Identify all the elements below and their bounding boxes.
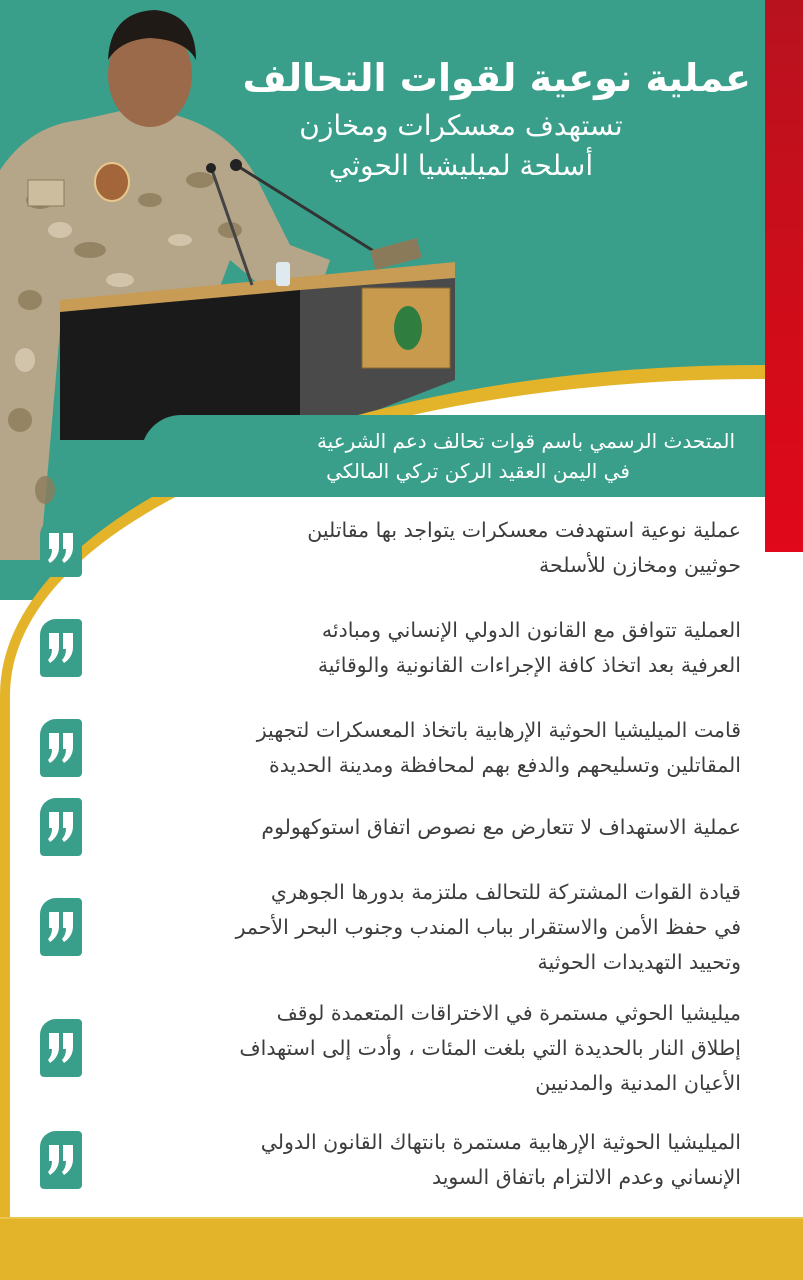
quote-icon	[40, 1131, 82, 1189]
quote-item	[40, 510, 755, 586]
spokesperson-title: المتحدث الرسمي باسم قوات تحالف دعم الشرعية	[316, 429, 735, 453]
quote-icon	[40, 898, 82, 956]
quote-text: قيادة القوات المشتركة للتحالف ملتزمة بدورها الجوهري في حفظ الأمن والاستقرار بباب المندب وجنوب البحر الأحمر وتحييد التهديدات الحوثية	[235, 879, 741, 974]
quote-item	[40, 993, 755, 1103]
quote-text: العملية تتوافق مع القانون الدولي الإنساني ومبادئه العرفية بعد اتخاذ كافة الإجراءات القانونية والوقائية	[317, 618, 741, 677]
quote-item	[40, 610, 755, 686]
spokesperson-name: في اليمن العقيد الركن تركي المالكي	[326, 459, 630, 483]
quote-item	[40, 872, 755, 982]
quote-text: قامت الميليشيا الحوثية الإرهابية باتخاذ المعسكرات لتجهيز المقاتلين وتسليحهم والدفع بهم لمحافظة ومدينة الحديدة	[256, 718, 741, 777]
headline	[191, 50, 751, 186]
footer-bar	[0, 1217, 803, 1280]
quote-item	[40, 710, 755, 786]
headline-main: عملية نوعية لقوات التحالف	[242, 56, 751, 100]
quote-text: الميليشيا الحوثية الإرهابية مستمرة بانتهاك القانون الدولي الإنساني وعدم الالتزام باتفاق السويد	[260, 1130, 741, 1189]
quote-text: عملية نوعية استهدفت معسكرات يتواجد بها مقاتلين حوثيين ومخازن للأسلحة	[307, 518, 741, 577]
headline-sub-2: أسلحة لميليشيا الحوثي	[328, 149, 594, 182]
headline-sub-1: تستهدف معسكرات ومخازن	[299, 109, 623, 142]
quote-icon	[40, 798, 82, 856]
spokesperson-banner	[141, 415, 765, 497]
quote-item	[40, 798, 755, 856]
quote-icon	[40, 619, 82, 677]
red-accent-strip	[765, 0, 803, 552]
quote-text: عملية الاستهداف لا تتعارض مع نصوص اتفاق استوكهولوم	[261, 814, 741, 839]
quote-item	[40, 1122, 755, 1198]
quote-text: ميليشيا الحوثي مستمرة في الاختراقات المتعمدة لوقف إطلاق النار بالحديدة التي بلغت المئات ، وأدت إلى استهداف الأعيان المدنية والمدنيين	[239, 1000, 741, 1095]
quote-icon	[40, 1019, 82, 1077]
quote-icon	[40, 519, 82, 577]
quote-icon	[40, 719, 82, 777]
